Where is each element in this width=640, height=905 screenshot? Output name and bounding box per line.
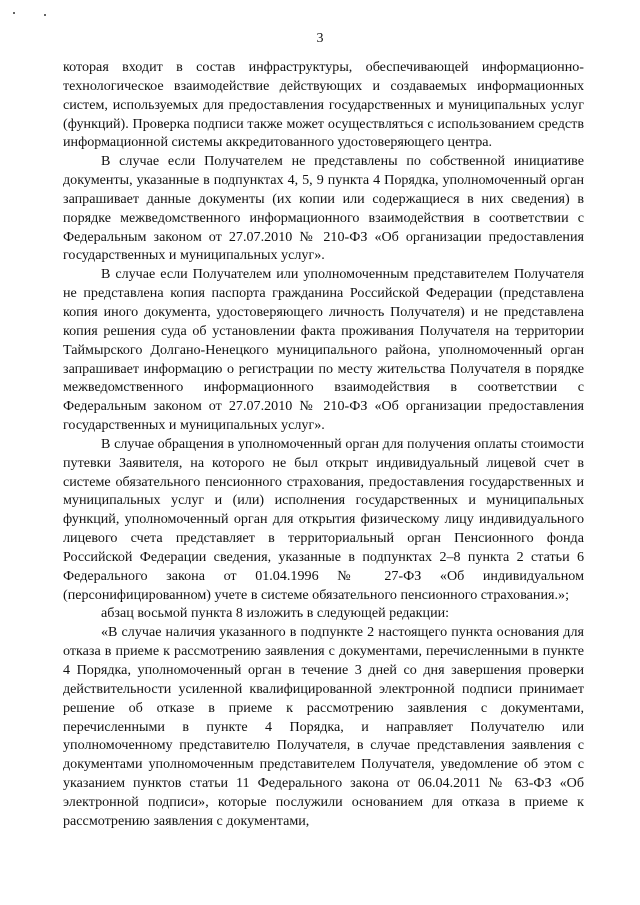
page-number: 3 (316, 31, 324, 46)
paragraph: «В случае наличия указанного в подпункте 2 настоящего пункта основания для отказа в приеме к рассмотрению заявления с документами, перечисленными в пункте 4 Порядка, уполномоченный орган в течение 3 дней со дня завершения проверки действительности усиленной квалифицированной электронной подписи принимает решение об отказе в приеме к рассмотрению заявления с документами, перечисленными в пункте 4 Порядка, и направляет Получателю или уполномоченному представителю Получателя, в случае представления заявления с документами уполномоченным представителем Получателя, уведомление об этом с указанием пунктов статьи 11 Федерального закона от 06.04.2011 № 63-ФЗ «Об электронной подписи», которые послужили основанием для отказа в приеме к рассмотрению заявления с документами, (63, 624, 584, 829)
paragraph-continuation: которая входит в состав инфраструктуры, обеспечивающей информационно-технологическое взаимодействие действующих и создаваемых информационных систем, используемых для предоставления государственных и муниципальных услуг (функций). Проверка подписи также может осуществляться с использованием средств информационной системы аккредитованного удостоверяющего центра. (63, 59, 584, 151)
paragraph: абзац восьмой пункта 8 изложить в следующей редакции: (101, 605, 450, 622)
scan-speck (44, 14, 46, 16)
document-body (63, 58, 584, 831)
paragraph: В случае обращения в уполномоченный орган для получения оплаты стоимости путевки Заявителя, на которого не был открыт индивидуальный лицевой счет в системе обязательного пенсионного страхования, предоставления государственных и муниципальных услуг и (или) исполнения государственных и муниципальных функций, уполномоченный орган для открытия физическому лицу индивидуального лицевого счета представляет в территориальный орган Пенсионного фонда Российской Федерации сведения, указанные в подпунктах 2–8 пункта 2 статьи 6 Федерального закона от 01.04.1996 № 27-ФЗ «Об индивидуальном (персонифицированном) учете в системе обязательного пенсионного страхования.»; (63, 435, 584, 603)
paragraph: В случае если Получателем или уполномоченным представителем Получателя не представлена копия паспорта гражданина Российской Федерации (представлена копия иного документа, удостоверяющего личность Получателя) и не представлена копия решения суда об установлении факта проживания Получателя на территории Таймырского Долгано-Ненецкого муниципального района, уполномоченный орган запрашивает информацию о регистрации по месту жительства Получателя в порядке межведомственного информационного взаимодействия в соответствии с Федеральным законом от 27.07.2010 № 210-ФЗ «Об организации предоставления государственных и муниципальных услуг». (63, 266, 584, 434)
scan-speck (13, 12, 15, 14)
paragraph: В случае если Получателем не представлены по собственной инициативе документы, указанные в подпунктах 4, 5, 9 пункта 4 Порядка, уполномоченный орган запрашивает данные документы (их копии или содержащиеся в них сведения) в порядке межведомственного информационного взаимодействия в соответствии с Федеральным законом от 27.07.2010 № 210-ФЗ «Об организации предоставления государственных и муниципальных услуг». (63, 153, 584, 264)
